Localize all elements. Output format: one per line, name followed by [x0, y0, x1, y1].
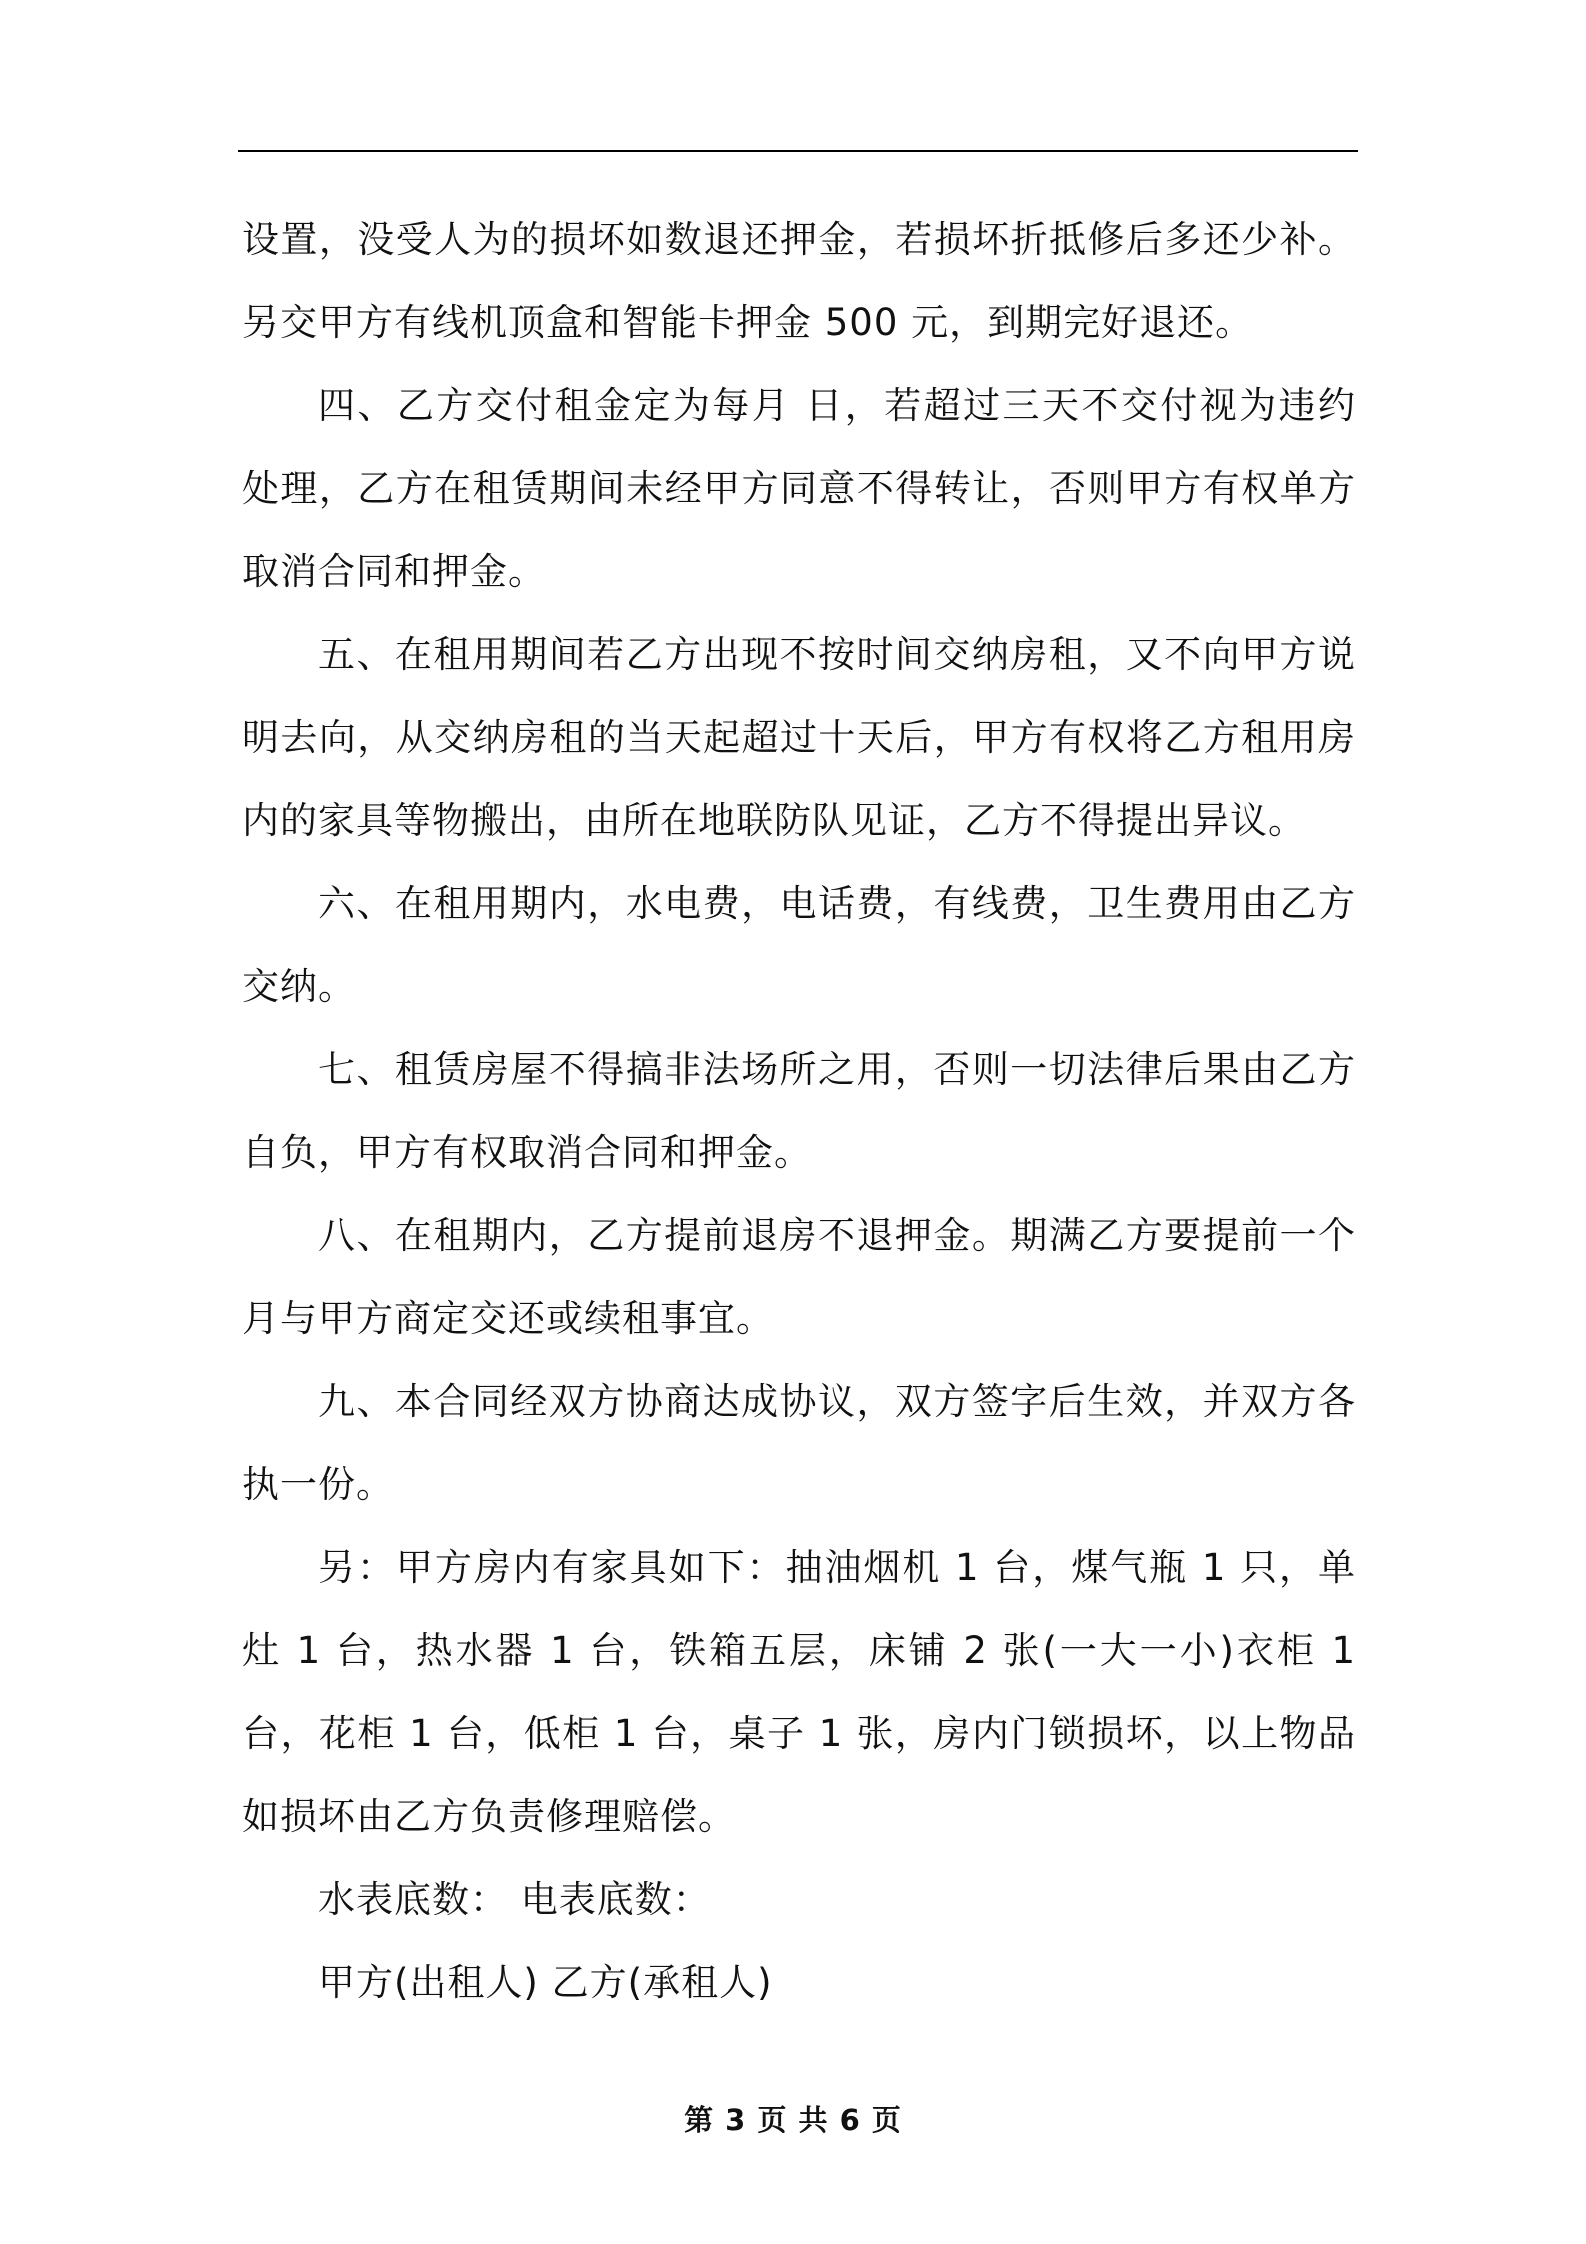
paragraph-clause-6: 六、在租用期内，水电费，电话费，有线费，卫生费用由乙方交纳。: [242, 882, 1356, 1008]
page-number-footer: 第 3 页 共 6 页: [684, 2103, 902, 2137]
paragraph-clause-5: 五、在租用期间若乙方出现不按时间交纳房租，又不向甲方说明去向，从交纳房租的当天起超过十天后，甲方有权将乙方租用房内的家具等物搬出，由所在地联防队见证，乙方不得提出异议。: [242, 633, 1356, 842]
paragraph-clause-4: 四、乙方交付租金定为每月 日，若超过三天不交付视为违约处理，乙方在租赁期间未经甲方同意不得转让，否则甲方有权单方取消合同和押金。: [242, 384, 1356, 593]
document-body: [242, 198, 1356, 2024]
paragraph-clause-7: 七、租赁房屋不得搞非法场所之用，否则一切法律后果由乙方自负，甲方有权取消合同和押金。: [242, 1048, 1356, 1174]
paragraph-signatures: 甲方(出租人) 乙方(承租人): [318, 1961, 773, 2004]
paragraph-meter-readings: 水表底数： 电表底数：: [318, 1878, 711, 1921]
paragraph-clause-8: 八、在租期内，乙方提前退房不退押金。期满乙方要提前一个月与甲方商定交还或续租事宜。: [242, 1214, 1356, 1340]
header-rule: [238, 150, 1358, 152]
paragraph-furniture-list: 另：甲方房内有家具如下：抽油烟机 1 台，煤气瓶 1 只，单灶 1 台，热水器 1 台，铁箱五层，床铺 2 张(一大一小)衣柜 1 台，花柜 1 台，低柜 1 台，桌子 1 张，房内门锁损坏，以上物品如损坏由乙方负责修理赔偿。: [242, 1546, 1356, 1838]
paragraph-deposit-continuation: 设置，没受人为的损坏如数退还押金，若损坏折抵修后多还少补。另交甲方有线机顶盒和智能卡押金 500 元，到期完好退还。: [242, 218, 1356, 344]
paragraph-clause-9: 九、本合同经双方协商达成协议，双方签字后生效，并双方各执一份。: [242, 1380, 1356, 1506]
